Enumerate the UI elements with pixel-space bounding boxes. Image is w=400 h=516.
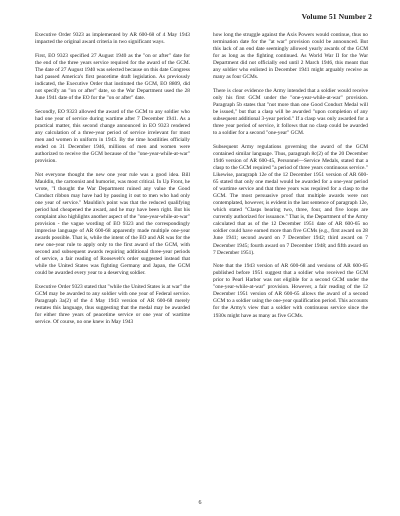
volume-header: Volume 51 Number 2 bbox=[301, 12, 372, 21]
paragraph: Executive Order 9323 as implemented by AR 600-68 of 4 May 1943 impacted the original award criteria in two significant ways. bbox=[35, 32, 190, 46]
paragraph: Note that the 1943 version of AR 600-68 and versions of AR 600-65 published before 1951 suggest that a soldier who received the GCM prior to Pearl Harbor was not eligible for a second GCM under the "one-year-while-at-war" provision. However, a fair reading of the 12 December 1951 version of AR 600-65 allows the award of a second GCM to a soldier using the one-year qualification period. This accounts for the Army's view that a soldier with continuous service since the 1930s might have as many as five GCMs. bbox=[213, 263, 368, 319]
paragraph: First, EO 9323 specified 27 August 1940 as the "on or after" date for the end of the three years service required for the award of the GCM. The date of 27 August 1940 was selected because on this date Congress had passed America's first peacetime draft legislation. As previously indicated, the Executive Order that instituted the GCM, EO 8809, did not specify an "on or after" date, so the War Department used the 28 June 1941 date of the EO for the "on or after" date. bbox=[35, 52, 190, 101]
left-column bbox=[35, 32, 190, 333]
paragraph: Subsequent Army regulations governing the award of the GCM contained similar language. Thus, paragraph 8c(2) of the 20 December 1946 version of AR 600-45, Personnel—Service Medals, stated that a clasp to the GCM required "a period of three years continuous service." Likewise, paragraph 12e of the 12 December 1951 version of AR 600-65 stated that only one medal would be awarded for a one-year period of wartime service and that three years was required for a clasp to the GCM. The most persuasive proof that multiple awards were not contemplated, however, is evident in the last sentence of paragraph 12e, which stated "Clasps bearing two, three, four, and five loops are currently authorized for issuance." That is, the Department of the Army calculated that as of the 12 December 1951 date of AR 600-65 no soldier could have earned more than five GCMs (e.g., first award on 28 June 1941; second award on 7 December 1942; third award on 7 December 1945; fourth award on 7 December 1948; and fifth award on 7 December 1951). bbox=[213, 143, 369, 256]
page-number: 6 bbox=[198, 500, 202, 506]
paragraph: Secondly, EO 9323 allowed the award of the GCM to any soldier who had one year of service during wartime after 7 December 1941. As a practical matter, this second change announced in EO 9323 rendered any calculation of a three-year period of service irrelevant for most men and women in uniform in 1943. By the time hostilities officially ended on 31 December 1946, millions of men and women were authorized to receive the GCM because of the "one-year-while-at-war" provision. bbox=[35, 108, 190, 164]
right-column bbox=[213, 32, 368, 326]
paragraph: There is clear evidence the Army intended that a soldier would receive only his first GCM under the "one-year-while-at-war" provision. Paragraph 5b states that "not more than one Good Conduct Medal will be issued," but that a clasp will be awarded "upon completion of any subsequent additional 3-year period." If a clasp was only awarded for a three year period of service, it follows that no clasp could be awarded to a soldier for a second "one-year" GCM. bbox=[213, 87, 368, 137]
paragraph: how long the struggle against the Axis Powers would continue, thus no termination date for the "at war" provision could be announced. But this lack of an end date seemingly allowed yearly awards of the GCM for as long as the fighting continued. As World War II for the War Department did not officially end until 2 March 1946, this meant that any soldier who enlisted in December 1941 might arguably receive as many as four GCMs. bbox=[213, 32, 368, 81]
paragraph: Executive Order 9323 stated that "while the United States is at war" the GCM may be awarded to any soldier with one year of Federal service. Paragraph 3a(2) of the 4 May 1943 version of AR 600-68 merely restates this language, thus suggesting that the medal may be awarded for either three years of peacetime service or one year of wartime service. Of course, no one knew in May 1943 bbox=[35, 283, 190, 326]
paragraph: Not everyone thought the new one year rule was a good idea. Bill Mauldin, the cartoonist and humorist, was most critical. In Up Front, he wrote, "I thought the War Department ruined any value the Good Conduct ribbon may have had by passing it out to men who had only one year of service." Mauldin's point was that the reduced qualifying period had cheapened the award, and he may have been right. But his complaint also highlights another aspect of the "one-year-while-at-war" provision - the vague wording of EO 9323 and the correspondingly imprecise language of AR 600-68 apparently made multiple one-year awards possible. That is, while the intent of the EO and AR was for the new one-year rule to apply only to the first award of the GCM, with second and subsequent awards requiring additional three-year periods of service, a fair reading of Roosevelt's order suggested instead that while the United States was fighting Germany and Japan, the GCM could be awarded every year to a deserving soldier. bbox=[35, 171, 190, 277]
